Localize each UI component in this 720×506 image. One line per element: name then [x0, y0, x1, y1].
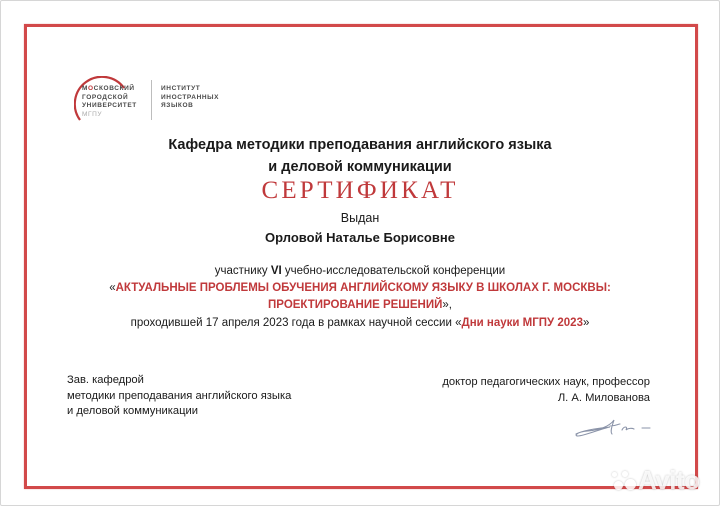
- recipient-name: Орловой Наталье Борисовне: [265, 230, 455, 245]
- university-name: [82, 85, 137, 119]
- institute-line-3: ЯЗЫКОВ: [161, 102, 194, 109]
- quote-open: «: [109, 282, 116, 294]
- conference-title-text-1: АКТУАЛЬНЫЕ ПРОБЛЕМЫ ОБУЧЕНИЯ АНГЛИЙСКОМУ ЯЗЫКУ В ШКОЛАХ Г. МОСКВЫ:: [115, 282, 611, 294]
- institute-line-1: ИНСТИТУТ: [161, 85, 201, 92]
- avito-text: Avito: [638, 465, 700, 495]
- certificate-title: СЕРТИФИКАТ: [261, 177, 459, 204]
- conference-title-line-2: [0, 297, 720, 314]
- institute-line-2: ИНОСТРАННЫХ: [161, 93, 220, 101]
- quote-close: »,: [442, 299, 452, 311]
- issued-label: Выдан: [340, 211, 380, 225]
- logo-abbr: МГПУ: [82, 110, 103, 118]
- institute-name: [161, 85, 219, 111]
- avito-watermark: [612, 465, 712, 495]
- conference-number: VI: [270, 265, 282, 277]
- session-quote-close: »: [582, 317, 590, 329]
- participant-prefix: участнику: [214, 265, 271, 277]
- left-signatory-line-2: методики преподавания английского языка: [67, 389, 292, 402]
- avito-dots-icon: [612, 469, 636, 493]
- session-line: [0, 315, 720, 332]
- handwritten-signature-icon: [570, 414, 660, 444]
- session-quote-open: «: [455, 317, 462, 329]
- held-text: проходившей 17 апреля 2023 года в рамках научной сессии: [130, 317, 456, 329]
- department-line-1: Кафедра методики преподавания английского языка: [168, 137, 552, 153]
- left-signatory: [67, 373, 291, 420]
- session-name: Дни науки МГПУ 2023: [461, 317, 583, 329]
- logo-divider: [151, 80, 152, 120]
- logo-line-2: ГОРОДСКОЙ: [82, 93, 129, 101]
- participant-suffix: учебно-исследовательской конференции: [281, 265, 506, 277]
- university-logo: [72, 76, 272, 122]
- conference-title-text-2: ПРОЕКТИРОВАНИЕ РЕШЕНИЙ: [268, 299, 443, 311]
- department-line-2: и деловой коммуникации: [268, 159, 452, 175]
- logo-line-1: МОСКОВСКИЙ: [82, 85, 135, 92]
- right-signatory: [442, 374, 650, 406]
- left-signatory-line-1: Зав. кафедрой: [67, 374, 144, 386]
- department-heading: [0, 134, 720, 178]
- logo-line-3: УНИВЕРСИТЕТ: [82, 102, 137, 109]
- participant-line: [0, 263, 720, 280]
- right-signatory-name: Л. А. Милованова: [557, 392, 650, 404]
- right-signatory-title: доктор педагогических наук, профессор: [442, 376, 650, 388]
- left-signatory-line-3: и деловой коммуникации: [67, 405, 199, 417]
- conference-title-line-1: [0, 280, 720, 297]
